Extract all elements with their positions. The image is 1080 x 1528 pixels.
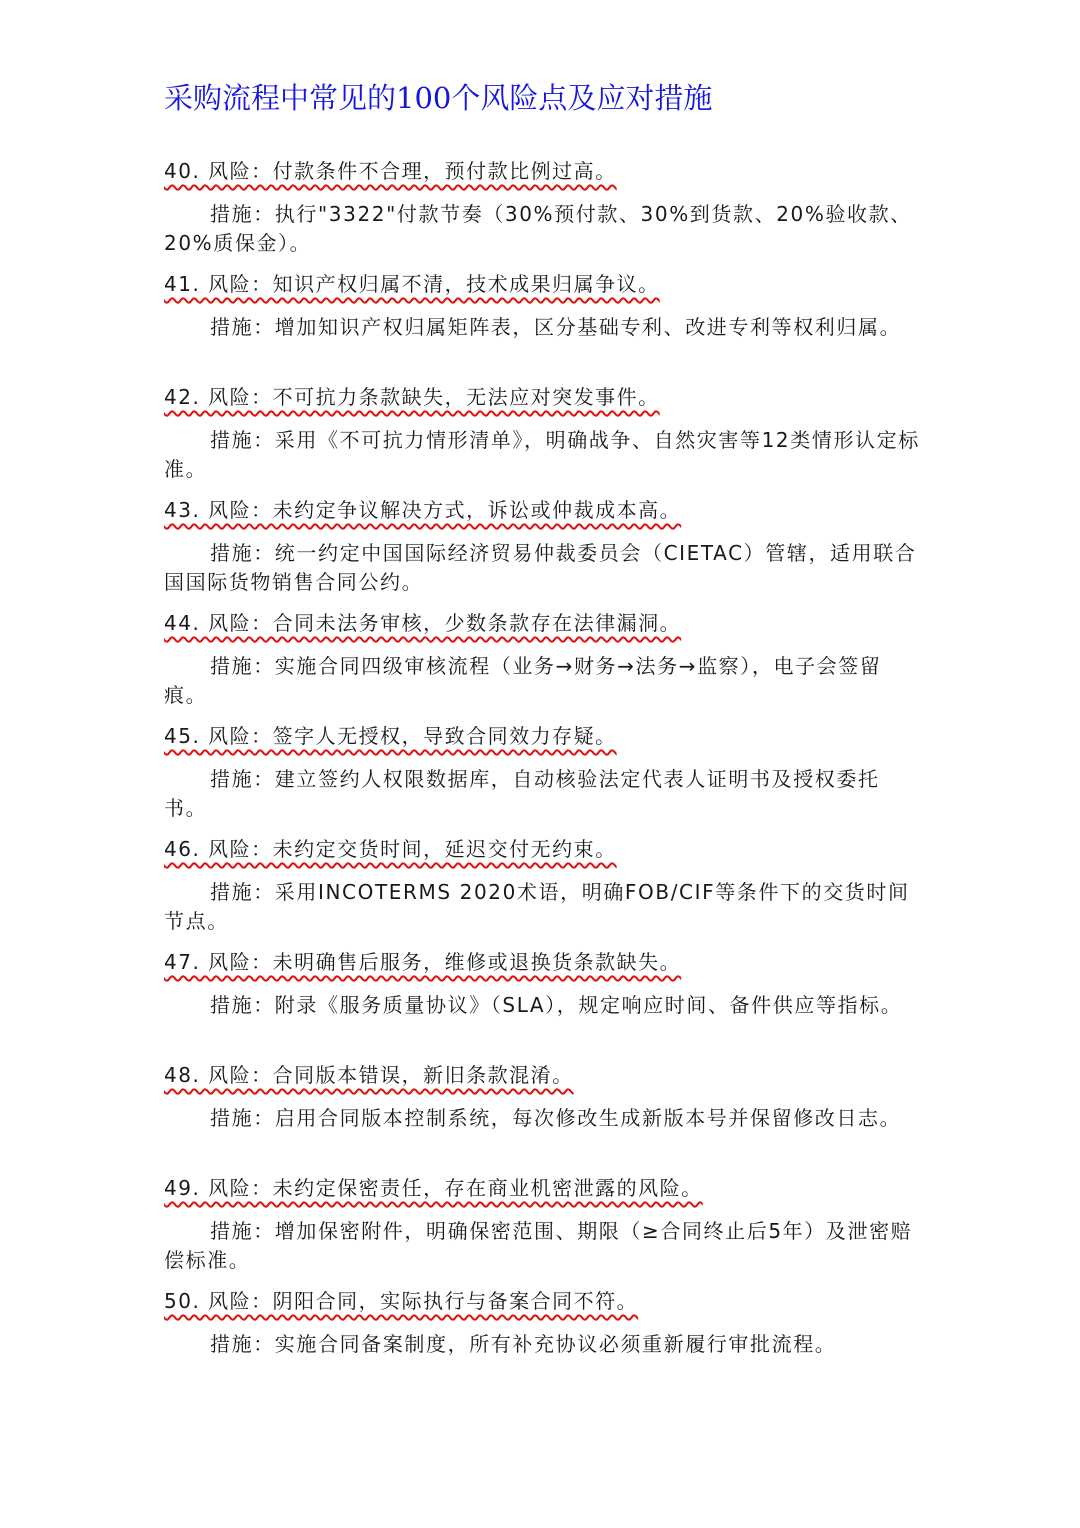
measure-text: 措施：附录《服务质量协议》（SLA），规定响应时间、备件供应等指标。: [210, 993, 903, 1017]
risk-heading: [164, 1286, 920, 1316]
risk-heading: [164, 834, 920, 864]
list-item: [164, 495, 920, 608]
measure-text: 措施：实施合同四级审核流程（业务→财务→法务→监察），电子会签留痕。: [164, 654, 882, 707]
risk-heading: [164, 1173, 920, 1203]
risk-text: 48. 风险：合同版本错误，新旧条款混淆。: [164, 1063, 574, 1087]
risk-heading: [164, 947, 920, 977]
list-item: [164, 269, 920, 382]
risk-heading: [164, 382, 920, 412]
measure-text: 措施：实施合同备案制度，所有补充协议必须重新履行审批流程。: [210, 1332, 837, 1356]
risk-text: 49. 风险：未约定保密责任，存在商业机密泄露的风险。: [164, 1176, 703, 1200]
list-item: [164, 1173, 920, 1286]
list-item: [164, 1060, 920, 1173]
measure-text: 措施：执行"3322"付款节奏（30%预付款、30%到货款、20%验收款、20%质保金）。: [164, 202, 912, 255]
risk-heading: [164, 721, 920, 751]
risk-text: 42. 风险：不可抗力条款缺失，无法应对突发事件。: [164, 385, 660, 409]
risk-text: 50. 风险：阴阳合同，实际执行与备案合同不符。: [164, 1289, 639, 1313]
measure-text: 措施：启用合同版本控制系统，每次修改生成新版本号并保留修改日志。: [210, 1106, 902, 1130]
measure-text: 措施：建立签约人权限数据库，自动核验法定代表人证明书及授权委托书。: [164, 767, 880, 820]
list-item: [164, 947, 920, 1060]
list-item: [164, 834, 920, 947]
risk-heading: [164, 1060, 920, 1090]
measure-text: 措施：采用INCOTERMS 2020术语，明确FOB/CIF等条件下的交货时间节点。: [164, 880, 910, 933]
risk-heading: [164, 269, 920, 299]
measure-text: 措施：统一约定中国国际经济贸易仲裁委员会（CIETAC）管辖，适用联合国国际货物销售合同公约。: [164, 541, 917, 594]
measure-text: 措施：采用《不可抗力情形清单》，明确战争、自然灾害等12类情形认定标准。: [164, 428, 920, 481]
risk-text: 41. 风险：知识产权归属不清，技术成果归属争议。: [164, 272, 660, 296]
risk-text: 40. 风险：付款条件不合理，预付款比例过高。: [164, 159, 617, 183]
measure-text: 措施：增加保密附件，明确保密范围、期限（≥合同终止后5年）及泄密赔偿标准。: [164, 1219, 913, 1272]
risk-heading: [164, 608, 920, 638]
list-item: [164, 382, 920, 495]
measure-text: 措施：增加知识产权归属矩阵表，区分基础专利、改进专利等权利归属。: [210, 315, 902, 339]
list-item: [164, 608, 920, 721]
risk-text: 44. 风险：合同未法务审核，少数条款存在法律漏洞。: [164, 611, 682, 635]
list-item: [164, 156, 920, 269]
risk-text: 43. 风险：未约定争议解决方式，诉讼或仲裁成本高。: [164, 498, 682, 522]
risk-heading: [164, 495, 920, 525]
list-item: [164, 721, 920, 834]
document-title: 采购流程中常见的100个风险点及应对措施: [164, 81, 713, 115]
risk-text: 46. 风险：未约定交货时间，延迟交付无约束。: [164, 837, 617, 861]
risk-text: 47. 风险：未明确售后服务，维修或退换货条款缺失。: [164, 950, 682, 974]
list-item: [164, 1286, 920, 1399]
risk-heading: [164, 156, 920, 186]
risk-list: [164, 156, 920, 1399]
risk-text: 45. 风险：签字人无授权，导致合同效力存疑。: [164, 724, 617, 748]
